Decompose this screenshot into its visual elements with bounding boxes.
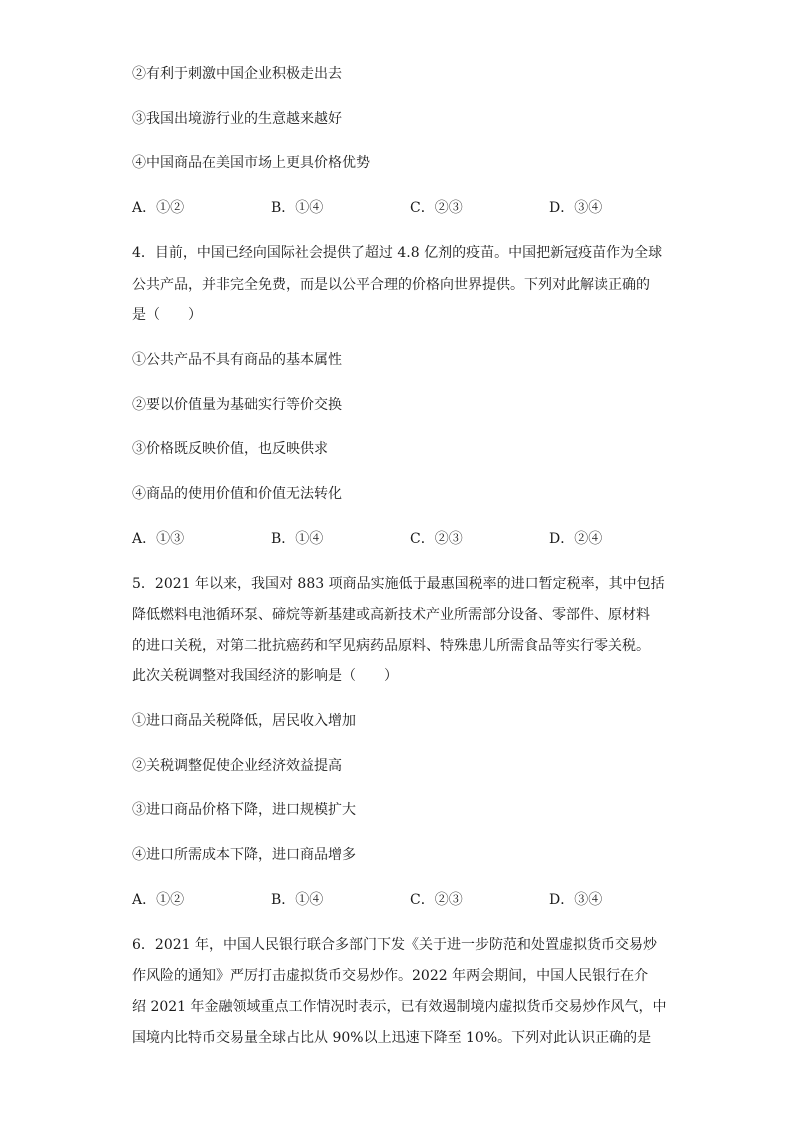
q6-stem-line-1: 6．2021 年，中国人民银行联合多部门下发《关于进一步防范和处置虚拟货币交易炒	[132, 937, 657, 953]
q3-item-2: ②有利于刺激中国企业积极走出去	[132, 66, 342, 82]
q5-stem-line-1: 5．2021 年以来，我国对 883 项商品实施低于最惠国税率的进口暂定税率，其中包括	[132, 576, 665, 592]
q6-stem-line-4: 国境内比特币交易量全球占比从 90%以上迅速下降至 10%。下列对此认识正确的是	[132, 1030, 652, 1046]
q3-options	[132, 198, 692, 218]
q4-stem-line-2: 公共产品，并非完全免费，而是以公平合理的价格向世界提供。下列对此解读正确的	[132, 277, 650, 293]
q4-option-a: A．①③	[132, 531, 185, 547]
q6-stem-line-3: 绍 2021 年金融领域重点工作情况时表示，已有效遏制境内虚拟货币交易炒作风气，中	[132, 999, 667, 1015]
q4-item-2: ②要以价值量为基础实行等价交换	[132, 397, 342, 413]
q4-option-b: B．①④	[271, 531, 324, 547]
q3-item-4: ④中国商品在美国市场上更具价格优势	[132, 155, 370, 171]
q5-option-a: A．①②	[132, 892, 185, 908]
q5-item-3: ③进口商品价格下降，进口规模扩大	[132, 802, 356, 818]
q4-options	[132, 529, 692, 549]
q4-stem-line-1: 4．目前，中国已经向国际社会提供了超过 4.8 亿剂的疫苗。中国把新冠疫苗作为全球	[132, 245, 663, 261]
q4-item-4: ④商品的使用价值和价值无法转化	[132, 486, 342, 502]
q5-item-1: ①进口商品关税降低，居民收入增加	[132, 713, 356, 729]
q4-option-c: C．②③	[410, 531, 463, 547]
q3-option-a: A．①②	[132, 200, 185, 216]
q3-option-c: C．②③	[410, 200, 463, 216]
q3-option-b: B．①④	[271, 200, 324, 216]
q3-option-d: D．③④	[549, 200, 603, 216]
q5-item-4: ④进口所需成本下降，进口商品增多	[132, 847, 356, 863]
q5-stem-line-3: 的进口关税，对第二批抗癌药和罕见病药品原料、特殊患儿所需食品等实行零关税。	[132, 638, 650, 654]
q5-option-b: B．①④	[271, 892, 324, 908]
q4-stem-line-3: 是（ ）	[132, 307, 202, 323]
q5-stem-line-4: 此次关税调整对我国经济的影响是（ ）	[132, 668, 398, 684]
q6-stem-line-2: 作风险的通知》严厉打击虚拟货币交易炒作。2022 年两会期间，中国人民银行在介	[132, 968, 649, 984]
q4-option-d: D．②④	[549, 531, 603, 547]
q3-item-3: ③我国出境游行业的生意越来越好	[132, 111, 342, 127]
q4-item-1: ①公共产品不具有商品的基本属性	[132, 352, 342, 368]
q5-stem-line-2: 降低燃料电池循环泵、碲烷等新基建或高新技术产业所需部分设备、零部件、原材料	[132, 607, 650, 623]
q5-option-d: D．③④	[549, 892, 603, 908]
q4-item-3: ③价格既反映价值，也反映供求	[132, 441, 328, 457]
q5-option-c: C．②③	[410, 892, 463, 908]
q5-item-2: ②关税调整促使企业经济效益提高	[132, 758, 342, 774]
q5-options	[132, 890, 692, 910]
